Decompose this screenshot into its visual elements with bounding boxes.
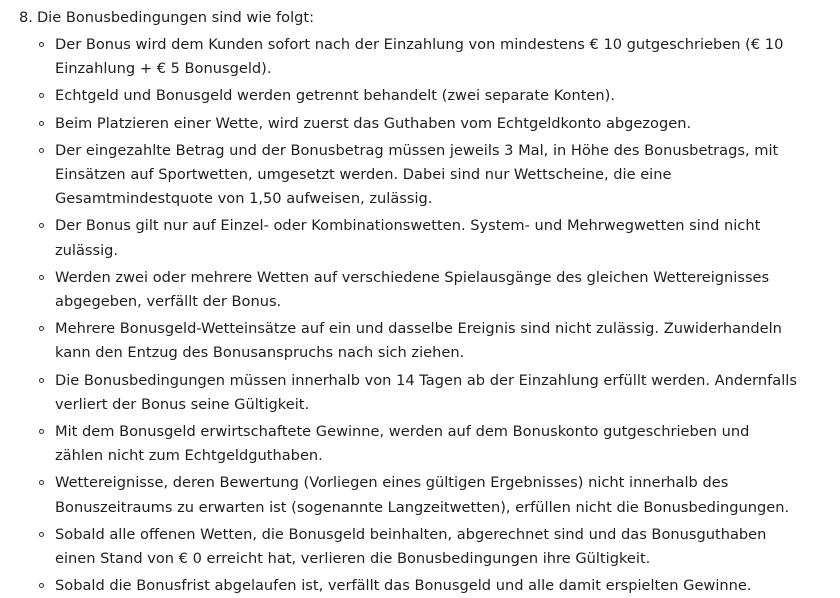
circle-bullet-icon [39,223,44,228]
circle-bullet-icon [39,429,44,434]
text-line: Der Bonus wird dem Kunden sofort nach der Einzahlung von mindestens € 10 gutgeschrieben (€ 10 [55,36,784,53]
circle-bullet-icon [39,42,44,47]
list-item-text [55,420,790,468]
list-item [55,471,840,519]
list-item-text [55,139,790,212]
text-line: einen Stand von € 0 erreicht hat, verlieren die Bonusbedingungen ihre Gültigkeit. [55,550,651,568]
circle-bullet-icon [39,532,44,537]
list-item-text [55,471,790,519]
section-heading [19,7,840,28]
circle-bullet-icon [39,148,44,153]
list-item [55,266,840,314]
list-item [55,139,840,212]
text-line: Einsätzen auf Sportwetten, umgesetzt werden. Dabei sind nur Wettscheine, die eine [55,166,672,184]
list-item-text [55,266,790,314]
text-line: Bonuszeitraums zu erwarten ist (sogenannte Langzeitwetten), erfüllen nicht die Bonusbedingungen. [55,498,790,516]
text-line: Mehrere Bonusgeld-Wetteinsätze auf ein und dasselbe Ereignis sind nicht zulässig. Zuwiderhandeln [55,320,782,338]
text-line: Die Bonusbedingungen müssen innerhalb von 14 Tagen ab der Einzahlung erfüllt werden. Andernfalls [55,371,797,389]
list-item-text [55,317,790,365]
circle-bullet-icon [39,275,44,280]
list-item [55,214,840,262]
circle-bullet-icon [39,326,44,331]
list-item [55,369,840,417]
text-line: verliert der Bonus seine Gültigkeit. [55,395,310,413]
list-item [55,523,840,571]
list-item-text [55,33,790,81]
text-line: Echtgeld und Bonusgeld werden getrennt behandelt (zwei separate Konten). [55,87,616,105]
list-item-text [55,112,790,136]
text-line: Beim Platzieren einer Wette, wird zuerst das Guthaben vom Echtgeldkonto abgezogen. [55,114,692,132]
list-item-text [55,84,790,108]
text-line: abgegeben, verfällt der Bonus. [55,293,282,311]
list-item-text [55,214,790,262]
circle-bullet-icon [39,93,44,98]
list-item [55,574,840,598]
list-item-text [55,369,797,417]
list-item-text [55,574,790,598]
section-number: 8. [19,9,33,26]
list-item [55,112,840,136]
text-line: zählen nicht zum Echtgeldguthaben. [55,447,323,465]
list-item [55,84,840,108]
text-line: Einzahlung + € 5 Bonusgeld). [55,60,272,78]
text-line: Sobald die Bonusfrist abgelaufen ist, verfällt das Bonusgeld und alle damit erspielten Gewinne. [55,577,752,595]
bonus-terms-list [19,33,840,598]
list-item-text [55,523,790,571]
text-line: Der eingezahlte Betrag und der Bonusbetrag müssen jeweils 3 Mal, in Höhe des Bonusbetrags, mit [55,141,779,159]
list-item [55,317,840,365]
list-item [55,420,840,468]
section-title: Die Bonusbedingungen sind wie folgt: [36,9,315,26]
text-line: Der Bonus gilt nur auf Einzel- oder Kombinationswetten. System- und Mehrwegwetten sind nicht [55,217,761,235]
text-line: Sobald alle offenen Wetten, die Bonusgeld beinhalten, abgerechnet sind und das Bonusguthaben [55,525,767,543]
circle-bullet-icon [39,121,44,126]
text-line: Gesamtmindestquote von 1,50 aufweisen, zulässig. [55,190,433,208]
circle-bullet-icon [39,480,44,485]
circle-bullet-icon [39,583,44,588]
text-line: zulässig. [55,241,119,259]
circle-bullet-icon [39,378,44,383]
text-line: Wettereignisse, deren Bewertung (Vorliegen eines gültigen Ergebnisses) nicht innerhalb des [55,474,729,492]
text-line: Werden zwei oder mehrere Wetten auf verschiedene Spielausgänge des gleichen Wettereignisses [55,268,770,286]
text-line: kann den Entzug des Bonusanspruchs nach sich ziehen. [55,344,465,362]
list-item [55,33,840,81]
text-line: Mit dem Bonusgeld erwirtschaftete Gewinne, werden auf dem Bonuskonto gutgeschrieben und [55,423,750,441]
